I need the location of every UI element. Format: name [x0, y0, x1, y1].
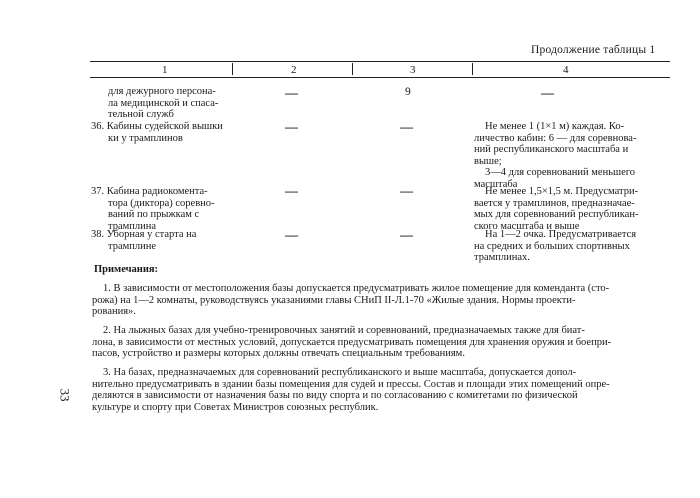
- row-col2: —: [285, 119, 298, 134]
- note-item: 1. В зависимости от местоположения базы допускается предусматривать жилое помещение для коменданта (сто- рожа) на 1—2 комнаты, руководствуясь указаниями главы СНиП II-Л.1-70 «Жилые здания. Нормы проекти- рования».: [92, 283, 610, 317]
- row-col4: Не менее 1,5×1,5 м. Предусматри- вается у трамплинов, предназначае- мых для соревнований республикан- ского масштаба и выше: [474, 186, 639, 232]
- table-caption: Продолжение таблицы 1: [531, 44, 656, 56]
- row-col2: —: [285, 85, 298, 100]
- column-separator: [352, 63, 353, 75]
- row-col4: Не менее 1 (1×1 м) каждая. Ко- личество кабин: 6 — для соревнова- ний республиканского масштаба и выше; 3—4 для соревнований меньшего масштаба: [474, 121, 637, 190]
- row-col4: —: [541, 85, 554, 100]
- row-col2: —: [285, 227, 298, 242]
- row-name: 36. Кабины судейской вышки ки у трамплинов: [91, 121, 223, 144]
- row-col4: На 1—2 очка. Предусматривается на средних и больших спортивных трамплинах.: [474, 229, 637, 263]
- notes-title: Примечания:: [94, 264, 159, 275]
- column-separator: [232, 63, 233, 75]
- row-col3: —: [400, 119, 413, 134]
- column-header-2: 2: [291, 64, 297, 76]
- row-name: для дежурного персона- ла медицинской и спаса- тельной служб: [108, 86, 219, 120]
- row-name: 37. Кабина радиокомента- тора (диктора) соревно- ваний по прыжкам с трамплина: [91, 186, 215, 232]
- column-header-4: 4: [563, 64, 569, 76]
- row-col3: 9: [405, 86, 411, 98]
- page-number: 33: [57, 388, 73, 402]
- row-col2: —: [285, 183, 298, 198]
- row-col3: —: [400, 183, 413, 198]
- row-name: 38. Уборная у старта на трамплине: [91, 229, 197, 252]
- table-top-rule: [90, 61, 670, 62]
- row-col3: —: [400, 227, 413, 242]
- column-separator: [472, 63, 473, 75]
- table-header-bottom-rule: [90, 77, 670, 78]
- column-header-1: 1: [162, 64, 168, 76]
- note-item: 3. На базах, предназначаемых для соревнований республиканского и выше масштаба, допускается допол- нительно предусматривать в здании базы помещения для судей и прессы. Состав и площади этих помещений опре- деляются в зависимости от назначения базы по виду спорта и по согласованию с комитетами по физической культуре и спорту при Советах Министров союзных республик.: [92, 367, 610, 413]
- note-item: 2. На лыжных базах для учебно-тренировочных занятий и соревнований, предназначаемых также для биат- лона, в зависимости от местных условий, допускается предусматривать помещения для хранения оружия и боепри- пасов, устройство и размеры которых должны отвечать специальным требованиям.: [92, 325, 612, 359]
- column-header-3: 3: [410, 64, 416, 76]
